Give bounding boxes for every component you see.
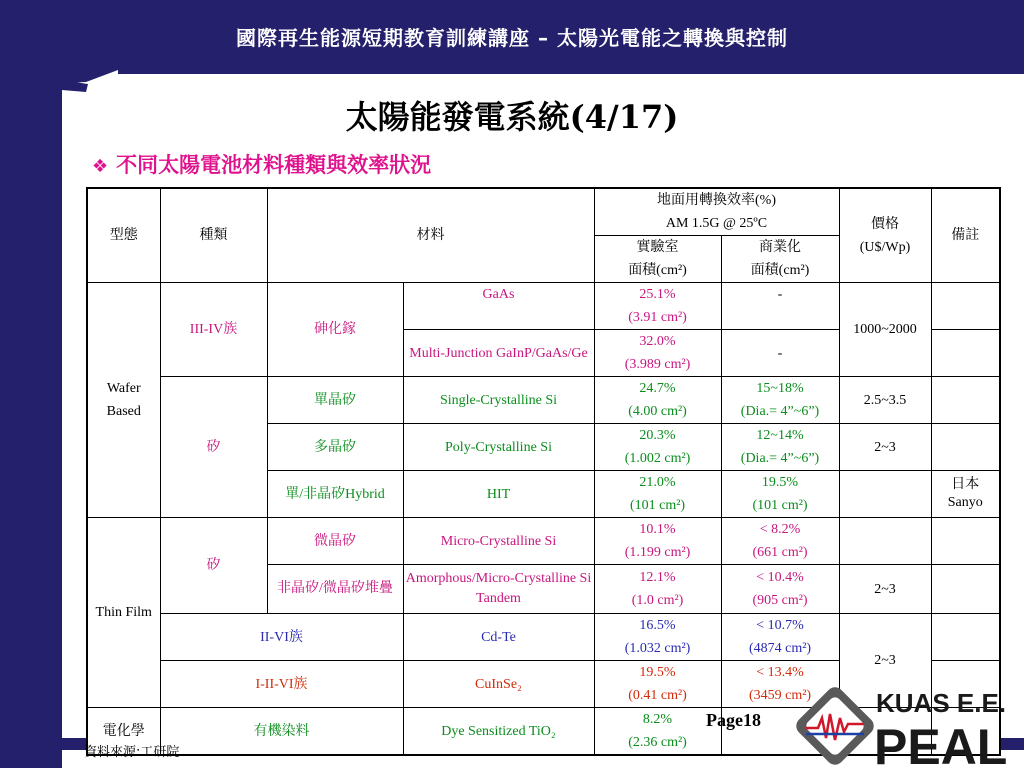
- lab-value: 20.3%: [639, 428, 676, 443]
- remark-cell: [931, 614, 1000, 661]
- lab-value: 8.2%: [642, 712, 673, 727]
- lab-value: 10.1%: [639, 522, 676, 537]
- price-cell: 2~3: [839, 614, 931, 708]
- lab-value: 16.5%: [639, 618, 676, 633]
- material-cell: Multi-Junction GaInP/GaAs/Ge: [403, 330, 594, 377]
- table-row: [87, 283, 1000, 330]
- slide-title: 太陽能發電系統(4/17): [345, 98, 679, 136]
- lab-cell: [594, 377, 721, 424]
- header-commercial-line1: 商業化: [759, 240, 801, 255]
- header-efficiency: [594, 188, 839, 236]
- materials-table: [86, 187, 1001, 756]
- group-electrochem: 電化學: [87, 708, 160, 756]
- commercial-area: (101 cm²): [752, 498, 808, 513]
- group-wafer-based: Wafer Based: [87, 283, 160, 518]
- kind-cell: III-IV族: [160, 283, 267, 377]
- commercial-value: 19.5%: [761, 475, 799, 490]
- remark-cell: [931, 377, 1000, 424]
- header-type: 型態: [87, 188, 160, 283]
- table-row: [87, 614, 1000, 661]
- lab-area: (0.41 cm²): [628, 688, 687, 703]
- lab-area: (2.36 cm²): [628, 735, 687, 750]
- price-cell: 2.5~3.5: [839, 377, 931, 424]
- lab-value: 24.7%: [639, 381, 676, 396]
- header-title: 國際再生能源短期教育訓練講座 – 太陽光電能之轉換與控制: [236, 26, 788, 50]
- commercial-value: 15~18%: [756, 381, 804, 396]
- price-cell: [839, 471, 931, 518]
- header-price-line2: (U$/Wp): [859, 239, 911, 255]
- lab-value: 21.0%: [639, 475, 676, 490]
- commercial-cell: [721, 377, 839, 424]
- logo-line1: KUAS E.E.: [876, 688, 1007, 718]
- price-cell: 2~3: [839, 424, 931, 471]
- subkind-cell: 多晶矽: [267, 424, 403, 471]
- commercial-value: < 10.4%: [756, 570, 804, 585]
- remark-cell: [931, 518, 1000, 565]
- commercial-area: (Dia.= 4”~6”): [740, 451, 820, 466]
- lab-cell: [594, 565, 721, 614]
- bullet-diamond-icon: ❖: [92, 156, 109, 177]
- bullet-heading: [92, 149, 431, 179]
- lab-area: (3.91 cm²): [628, 310, 687, 325]
- lab-area: (1.002 cm²): [624, 451, 691, 466]
- lab-area: (1.0 cm²): [631, 593, 684, 608]
- header-lab: [594, 236, 721, 283]
- kind-cell: 有機染料: [160, 708, 403, 756]
- remark-cell: [931, 330, 1000, 377]
- header-remark: 備註: [931, 188, 1000, 283]
- header-lab-line1: 實驗室: [636, 240, 679, 255]
- material-cell: Dye Sensitized TiO₂: [403, 708, 594, 756]
- table-row: [87, 518, 1000, 565]
- lab-area: (1.199 cm²): [624, 545, 691, 560]
- logo-line2: PEAL: [874, 719, 1008, 768]
- commercial-cell: [721, 565, 839, 614]
- subkind-cell: 砷化鎵: [267, 283, 403, 377]
- header-commercial-line2: 面積(cm²): [750, 263, 810, 278]
- kind-cell: II-VI族: [160, 614, 403, 661]
- subkind-cell: 非晶矽/微晶矽堆疊: [267, 565, 403, 614]
- lab-cell: [594, 283, 721, 330]
- subkind-cell: 微晶矽: [267, 518, 403, 565]
- price-cell: 2~3: [839, 565, 931, 614]
- lab-area: (4.00 cm²): [628, 404, 687, 419]
- material-cell: CuInSe₂: [403, 661, 594, 708]
- material-cell: Micro-Crystalline Si: [403, 518, 594, 565]
- kuas-peal-logo: [792, 684, 1024, 768]
- header-kind: 種類: [160, 188, 267, 283]
- lab-value: 32.0%: [639, 334, 676, 349]
- group-thin-film: Thin Film: [87, 518, 160, 708]
- commercial-area: (4874 cm²): [748, 641, 812, 656]
- kind-cell: 矽: [160, 518, 267, 614]
- commercial-cell: [721, 518, 839, 565]
- header-efficiency-line2: AM 1.5G @ 25ºC: [665, 216, 768, 231]
- subkind-cell: 單晶矽: [267, 377, 403, 424]
- subkind-cell: 單/非晶矽Hybrid: [267, 471, 403, 518]
- commercial-value: 12~14%: [756, 428, 804, 443]
- lab-value: 19.5%: [639, 665, 676, 680]
- lab-value: 12.1%: [639, 570, 676, 585]
- commercial-cell: -: [721, 283, 839, 330]
- header-lab-line2: 面積(cm²): [628, 263, 687, 278]
- material-cell: Poly-Crystalline Si: [403, 424, 594, 471]
- header-price: [839, 188, 931, 283]
- commercial-value: < 8.2%: [759, 522, 801, 537]
- commercial-area: (905 cm²): [752, 593, 808, 608]
- header-material: 材料: [267, 188, 594, 283]
- lab-cell: [594, 708, 721, 756]
- table-row: [87, 377, 1000, 424]
- header-price-line1: 價格: [871, 216, 899, 232]
- kind-cell: I-II-VI族: [160, 661, 403, 708]
- commercial-cell: [721, 614, 839, 661]
- lab-area: (1.032 cm²): [624, 641, 691, 656]
- commercial-cell: [721, 471, 839, 518]
- commercial-area: (3459 cm²): [748, 688, 812, 703]
- commercial-area: (Dia.= 4”~6”): [740, 404, 820, 419]
- lab-cell: [594, 330, 721, 377]
- bullet-text: 不同太陽電池材料種類與效率狀況: [116, 153, 432, 177]
- lab-area: (101 cm²): [629, 498, 686, 513]
- material-cell: Cd-Te: [403, 614, 594, 661]
- remark-cell: [931, 565, 1000, 614]
- lab-cell: [594, 518, 721, 565]
- remark-cell: 日本 Sanyo: [931, 471, 1000, 518]
- lab-cell: [594, 424, 721, 471]
- commercial-value: < 10.7%: [756, 618, 804, 633]
- lab-value: 25.1%: [639, 287, 676, 302]
- commercial-value: < 13.4%: [756, 665, 804, 680]
- header-efficiency-line1: 地面用轉換效率(%): [657, 193, 776, 208]
- material-cell: HIT: [403, 471, 594, 518]
- commercial-area: (661 cm²): [752, 545, 808, 560]
- lab-cell: [594, 471, 721, 518]
- remark-cell: [931, 424, 1000, 471]
- material-cell: Single-Crystalline Si: [403, 377, 594, 424]
- lab-cell: [594, 614, 721, 661]
- commercial-cell: -: [721, 330, 839, 377]
- price-cell: [839, 518, 931, 565]
- lab-cell: [594, 661, 721, 708]
- material-cell: Amorphous/Micro-Crystalline Si Tandem: [403, 565, 594, 614]
- remark-cell: [931, 283, 1000, 330]
- lab-area: (3.989 cm²): [624, 357, 691, 372]
- kind-cell: 矽: [160, 377, 267, 518]
- page-number: Page18: [706, 710, 761, 730]
- material-cell: GaAs: [403, 283, 594, 330]
- commercial-cell: [721, 424, 839, 471]
- price-cell: 1000~2000: [839, 283, 931, 377]
- source-note: 資料來源:工研院: [84, 745, 180, 760]
- header-commercial: [721, 236, 839, 283]
